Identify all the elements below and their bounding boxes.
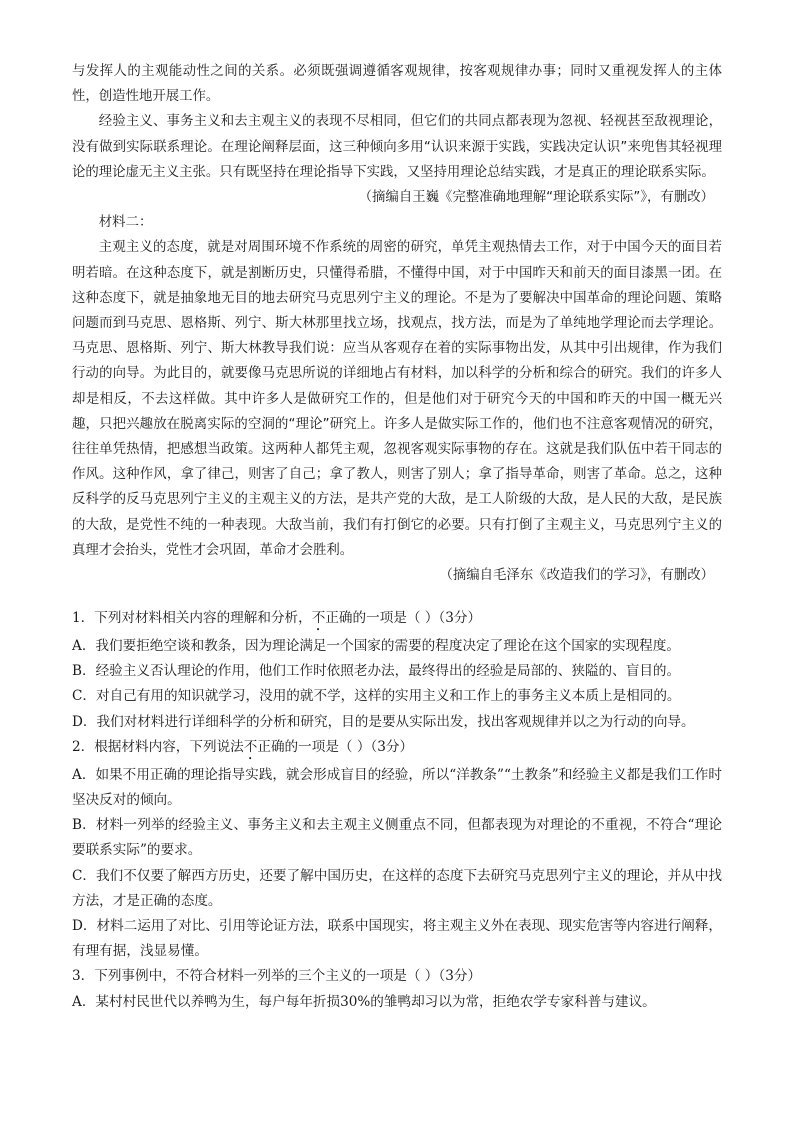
- question-2-option-c: C．我们不仅要了解西方历史，还要了解中国历史，在这样的态度下去研究马克思列宁主义的理论，并从中找方法，才是正确的态度。: [72, 867, 722, 909]
- passage-paragraph-2: 经验主义、事务主义和去主观主义的表现不尽相同，但它们的共同点都表现为忽视、轻视甚至敌视理论，没有做到实际联系理论。在理论阐释层面，这三种倾向多用“认识来源于实践，实践决定认识”来兜售其轻视理论的理论虚无主义主张。只有既坚持在理论指导下实践，又坚持用理论总结实践，才是真正的理论联系实际。: [72, 114, 722, 180]
- material-1-source: （摘编自王巍《完整准确地理解“理论联系实际”》，有删改）: [358, 190, 714, 206]
- emphasis-mark: 不: [311, 610, 326, 626]
- emphasis-mark: 不: [243, 738, 258, 755]
- reading-passage: [72, 59, 722, 588]
- question-3-stem: 3．下列事例中，不符合材料一列举的三个主义的一项是（ ）（3分）: [72, 968, 482, 985]
- question-2-option-a: A．如果不用正确的理论指导实践，就会形成盲目的经验，所以“洋教条”“土教条”和经验主义都是我们工作时坚决反对的倾向。: [72, 766, 722, 809]
- question-1-option-d: D．我们对材料进行详细科学的分析和研究，目的是要从实际出发，找出客观规律并以之为行动的向导。: [72, 713, 695, 730]
- question-section: [72, 606, 722, 1015]
- passage-paragraph-3: 主观主义的态度，就是对周围环境不作系统的周密的研究，单凭主观热情去工作，对于中国今天的面目若明若暗。在这种态度下，就是割断历史，只懂得希腊，不懂得中国，对于中国昨天和前天的面目漆黑一团。在这种态度下，就是抽象地无目的地去研究马克思列宁主义的理论。不是为了要解决中国革命的理论问题、策略问题而到马克思、恩格斯、列宁、斯大林那里找立场，找观点，找方法，而是为了单纯地学理论而去学理论。马克思、恩格斯、列宁、斯大林教导我们说：应当从客观存在着的实际事物出发，从其中引出规律，作为我们行动的向导。为此目的，就要像马克思所说的详细地占有材料，加以科学的分析和综合的研究。我们的许多人却是相反，不去这样做。其中许多人是做研究工作的，但是他们对于研究今天的中国和昨天的中国一概无兴趣，只把兴趣放在脱离实际的空洞的“理论”研究上。许多人是做实际工作的，他们也不注意客观情况的研究，往往单凭热情，把感想当政策。这两种人都凭主观，忽视客观实际事物的存在。这就是我们队伍中若干同志的作风。这种作风，拿了律己，则害了自己；拿了教人，则害了别人；拿了指导革命，则害了革命。总之，这种反科学的反马克思列宁主义的主观主义的方法，是共产党的大敌，是工人阶级的大敌，是人民的大敌，是民族的大敌，是党性不纯的一种表现。大敌当前，我们有打倒它的必要。只有打倒了主观主义，马克思列宁主义的真理才会抬头，党性才会巩固，革命才会胜利。: [72, 240, 722, 558]
- question-1-option-c: C．对自己有用的知识就学习，没用的就不学，这样的实用主义和工作上的事务主义本质上是相同的。: [72, 688, 681, 705]
- question-1-option-b: B．经验主义否认理论的作用，他们工作时依照老办法，最终得出的经验是局部的、狭隘的、盲目的。: [72, 663, 681, 680]
- question-1-stem: 1．下列对材料相关内容的理解和分析，不正确的一项是（ ）（3分）: [72, 610, 482, 626]
- material-2-label: 材料二：: [98, 215, 153, 231]
- material-2-source: （摘编自毛泽东《改造我们的学习》，有删改）: [439, 568, 714, 584]
- question-3-option-a: A．某村村民世代以养鸭为生，每户每年折损30%的雏鸭却习以为常，拒绝农学专家科普与建议。: [72, 993, 656, 1010]
- question-2-option-b: B．材料一列举的经验主义、事务主义和去主观主义侧重点不同，但都表现为对理论的不重视，不符合“理论要联系实际”的要求。: [72, 817, 722, 859]
- passage-paragraph-1: 与发挥人的主观能动性之间的关系。必须既强调遵循客观规律，按客观规律办事；同时又重视发挥人的主体性，创造性地开展工作。: [72, 64, 722, 105]
- question-2-stem: 2．根据材料内容，下列说法不正确的一项是（ ）（3分）: [72, 738, 414, 755]
- question-2-option-d: D．材料二运用了对比、引用等论证方法，联系中国现实，将主观主义外在表现、现实危害等内容进行阐释，有理有据，浅显易懂。: [72, 918, 722, 960]
- question-1-option-a: A．我们要拒绝空谈和教条，因为理论满足一个国家的需要的程度决定了理论在这个国家的实现程度。: [72, 638, 680, 654]
